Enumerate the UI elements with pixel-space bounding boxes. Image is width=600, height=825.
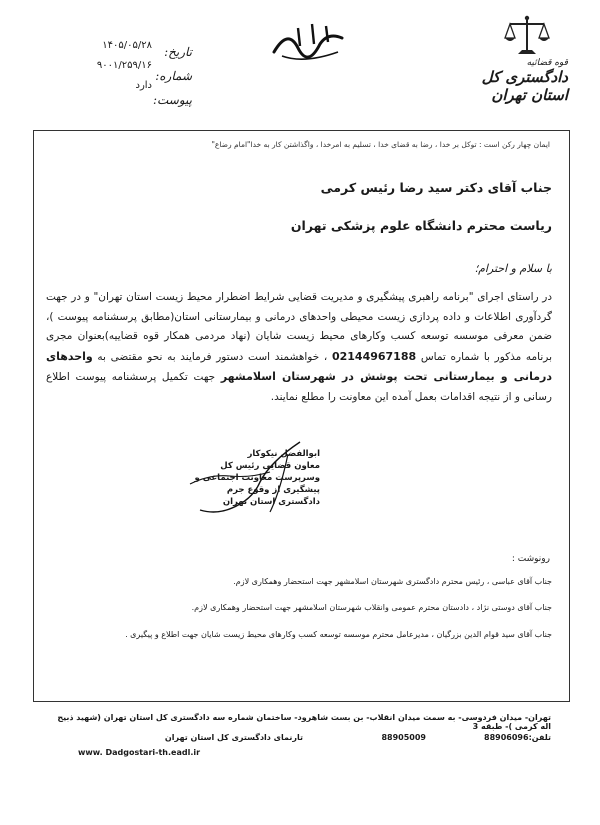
- letter-meta-values: [90, 36, 152, 96]
- letter-frame: [33, 130, 570, 702]
- footer-site-label: تارنمای دادگستری کل استان تهران: [164, 733, 303, 742]
- cc-item: جناب آقای سید قوام الدین بزرگیان ، مدیرعامل محترم موسسه توسعه کسب وکارهای محیط زیست شایان جهت اطلاع و پیگیری .: [125, 630, 552, 639]
- footer-website: www. Dadgostari-th.eadl.ir: [78, 748, 201, 757]
- footer-fax: 88905009: [381, 733, 426, 742]
- judiciary-emblem-icon: [504, 14, 550, 58]
- footer-address: تهران- میدان فردوسی- به سمت میدان انقلاب- بن بست شاهرود- ساختمان شماره سه دادگستری کل استان تهران (شهید ذبیح اله کرمی )- طبقه 3: [57, 713, 551, 731]
- letter-body: [46, 288, 552, 408]
- signer-name: ابوالفضل نیکوکار: [247, 449, 320, 459]
- number-label: شماره:: [155, 69, 192, 83]
- signer-title-2: وسرپرست معاونت اجتماعی و پیشگیری از وقوع جرم: [194, 473, 320, 495]
- greeting: با سلام و احترام؛: [474, 262, 552, 275]
- addressee-title: جناب آقای دکتر سید رضا رئیس کرمی: [320, 180, 552, 195]
- number-value: ۹۰۰۱/۲۵۹/۱۶: [96, 60, 152, 71]
- cc-title: رونوشت :: [511, 554, 550, 564]
- addressee-subtitle: ریاست محترم دانشگاه علوم پزشکی تهران: [290, 218, 552, 233]
- org-line-2: دادگستری کل استان تهران: [481, 68, 568, 104]
- signer-title-1: معاون قضایی رئیس کل: [220, 461, 320, 471]
- attachment-label: پیوست:: [152, 93, 192, 107]
- org-line-1: قوه قضائیه: [526, 58, 568, 68]
- body-text-1: در راستای اجرای "برنامه راهبری پیشگیری و مدیریت قضایی شرایط اضطرار محیط زیست استان تهران" و در جهت گردآوری اطلاعات و داده پردازی زیست محیطی واحدهای درمانی و بیمارستانی استان(مطابق پرسشنامه پیوست )، ضمن معرفی موسسه توسعه کسب وکارهای محیط زیست شایان (نهاد مردمی همکار قوه قضاییه)بعنوان مجری برنامه مذکور با شماره تماس: [46, 291, 553, 363]
- signature-block: [170, 448, 320, 508]
- date-label: تاریخ:: [164, 45, 192, 59]
- date-value: ۱۴۰۵/۰۵/۲۸: [102, 40, 152, 51]
- cc-item: جناب آقای عباسی ، رئیس محترم دادگستری شهرستان اسلامشهر جهت استحضار وهمکاری لازم.: [233, 577, 552, 586]
- organization-logo: [458, 58, 568, 108]
- target-units: واحدهای درمانی و بیمارستانی تحت پوشش در شهرستان اسلامشهر: [46, 349, 552, 384]
- footer-phone: تلفن:88906096: [484, 733, 551, 742]
- attachment-value: دارد: [135, 80, 152, 91]
- body-text-3: جهت تکمیل پرسشنامه پیوست اطلاع رسانی و از نتیجه اقدامات بعمل آمده این معاونت را مطلع نمایند.: [46, 371, 552, 403]
- signer-title-3: دادگستری استان تهران: [222, 497, 320, 507]
- body-text-2: ، خواهشمند است دستور فرمایند به نحو مقتضی به: [97, 350, 328, 363]
- cc-item: جناب آقای دوستی نژاد ، دادستان محترم عمومی وانقلاب شهرستان اسلامشهر جهت استحضار وهمکاری لازم.: [191, 603, 552, 612]
- letter-meta-labels: [150, 40, 192, 112]
- motto: ایمان چهار رکن است : توکل بر خدا ، رضا به قضای خدا ، تسلیم به امرخدا ، واگذاشتن کار به خدا"امام رضاع": [211, 140, 550, 149]
- contact-phone: 02144967188: [331, 349, 417, 363]
- bismillah-calligraphy: [268, 18, 348, 68]
